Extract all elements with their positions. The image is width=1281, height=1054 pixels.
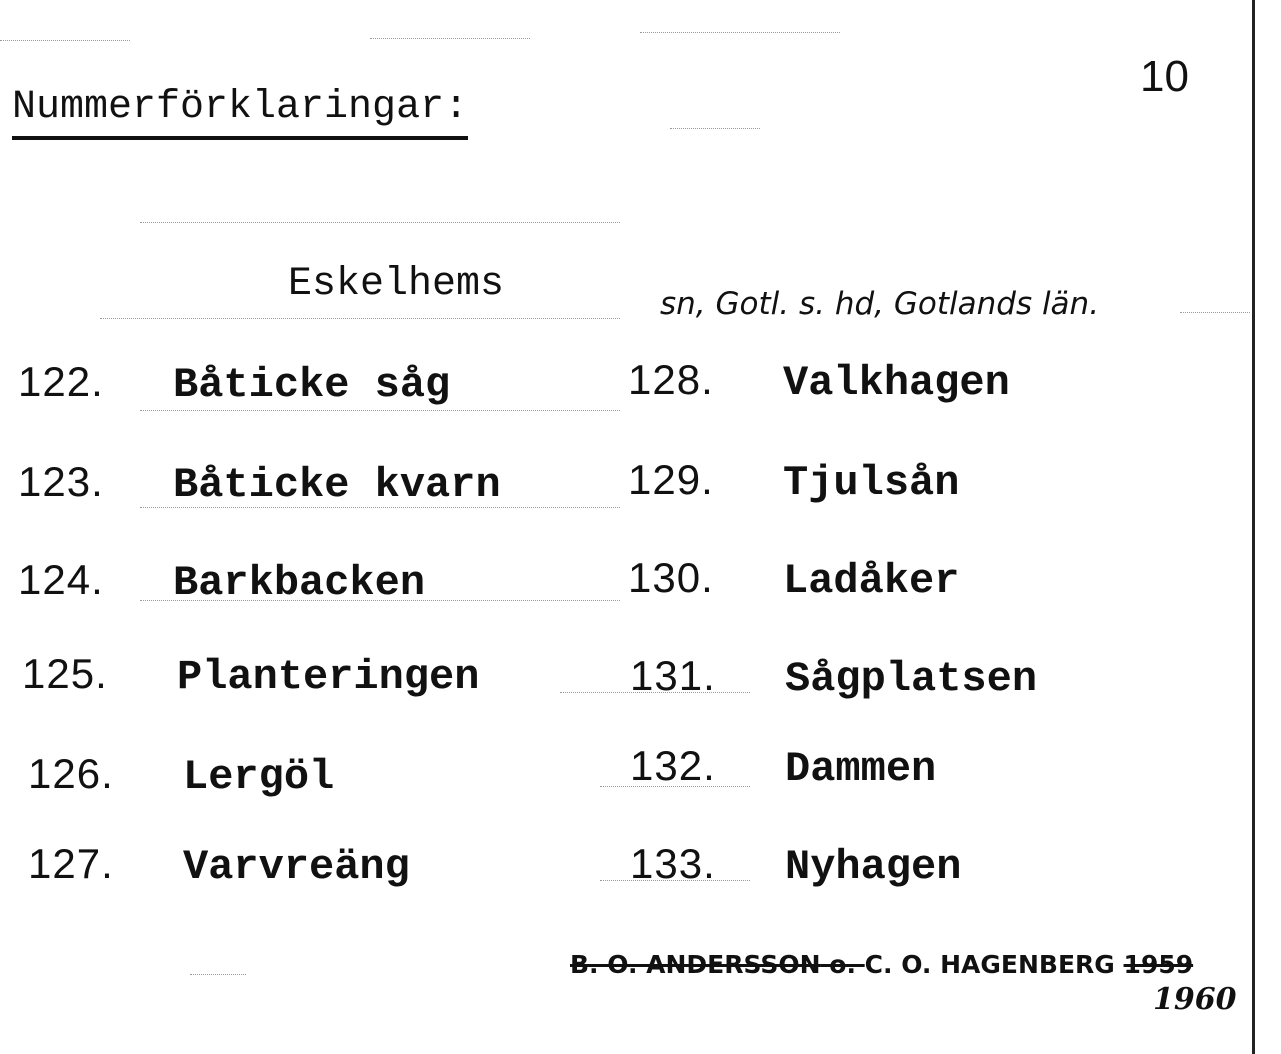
corrected-year: 1960: [1153, 982, 1237, 1017]
item-number: 122.: [18, 358, 104, 405]
administrative-location: sn, Gotl. s. hd, Gotlands län.: [660, 286, 1100, 322]
item-number: 125.: [22, 650, 108, 697]
card-heading: Nummerförklaringar:: [12, 84, 468, 140]
list-item: [18, 358, 450, 409]
item-name: Dammen: [785, 745, 937, 793]
scan-dots: [640, 32, 840, 33]
item-number: 123.: [18, 458, 104, 505]
item-number: 131.: [630, 652, 716, 699]
list-item: [630, 840, 961, 891]
item-name: Lergöl: [183, 753, 335, 801]
item-name: Båticke såg: [173, 361, 451, 409]
item-name: Tjulsån: [783, 459, 960, 507]
list-item: [28, 750, 334, 801]
item-number: 124.: [18, 556, 104, 603]
item-number: 129.: [628, 456, 714, 503]
list-item: [18, 556, 425, 607]
scan-dots: [190, 974, 246, 975]
list-item: [630, 652, 1037, 703]
list-item: [628, 554, 959, 605]
card-attribution: [570, 950, 1193, 979]
list-item: [628, 356, 1010, 407]
author-name: C. O. HAGENBERG: [864, 950, 1115, 979]
item-name: Varvreäng: [183, 843, 410, 891]
struck-year: 1959: [1123, 950, 1194, 979]
card-right-edge: [1252, 0, 1255, 1054]
card-number: 10: [1140, 52, 1189, 101]
scan-dots: [370, 38, 530, 39]
list-item: [628, 456, 959, 507]
item-name: Ladåker: [783, 557, 960, 605]
list-item: [28, 840, 410, 891]
scan-dots: [0, 40, 130, 41]
list-item: [630, 742, 936, 793]
item-number: 133.: [630, 840, 716, 887]
scan-dots: [140, 222, 620, 223]
item-name: Barkbacken: [173, 559, 426, 607]
item-name: Planteringen: [177, 653, 480, 701]
item-name: Båticke kvarn: [173, 461, 501, 509]
struck-author: B. O. ANDERSSON: [570, 950, 821, 979]
scan-dots: [140, 410, 620, 411]
scan-dots: [100, 318, 620, 319]
scan-dots: [670, 128, 760, 129]
parish-name: Eskelhems: [288, 262, 505, 307]
item-number: 132.: [630, 742, 716, 789]
author-connector: o.: [820, 950, 865, 979]
list-item: [18, 458, 501, 509]
item-name: Sågplatsen: [785, 655, 1038, 703]
item-name: Nyhagen: [785, 843, 962, 891]
item-number: 127.: [28, 840, 114, 887]
item-number: 128.: [628, 356, 714, 403]
item-number: 126.: [28, 750, 114, 797]
list-item: [22, 650, 479, 701]
item-number: 130.: [628, 554, 714, 601]
item-name: Valkhagen: [783, 359, 1010, 407]
scan-dots: [1180, 312, 1250, 313]
